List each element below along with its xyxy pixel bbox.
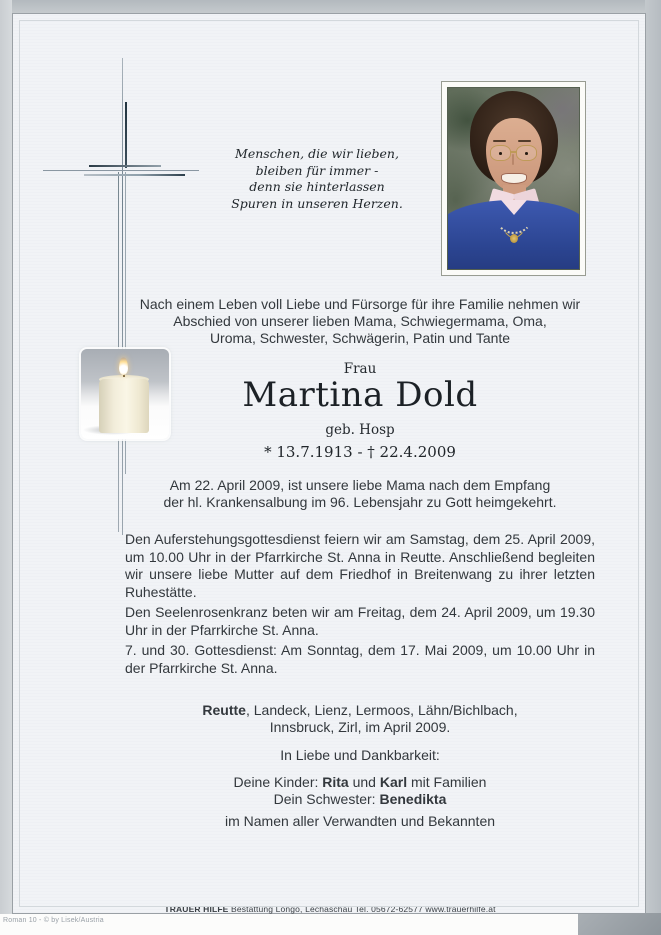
places-rest: , Landeck, Lienz, Lermoos, Lähn/Bichlbach, xyxy=(245,702,518,718)
cross-vertical-accent-line xyxy=(125,102,127,168)
death-line: der hl. Krankensalbung im 96. Lebensjahr zu Gott heimgekehrt. xyxy=(163,494,557,511)
child-name: Karl xyxy=(379,774,408,790)
deceased-name: Martina Dold xyxy=(242,375,478,415)
places-line: Innsbruck, Zirl, im April 2009. xyxy=(269,719,451,736)
children-suffix: mit Familien xyxy=(407,774,487,790)
gratitude-line: In Liebe und Dankbarkeit: xyxy=(280,747,440,763)
child-name: Rita xyxy=(322,774,349,790)
memorial-quote xyxy=(177,146,457,212)
scan-shadow-corner xyxy=(578,913,661,935)
places-line xyxy=(125,702,595,719)
scan-margin-left xyxy=(0,0,12,915)
funeral-home-footer xyxy=(13,904,647,914)
places-and-date xyxy=(125,702,595,736)
portrait-photo xyxy=(441,81,586,276)
funeral-paragraph: Den Auferstehungsgottesdienst feiern wir am Samstag, dem 25. April 2009, um 10.00 Uhr in der Pfarrkirche St. Anna in Reutte. Anschließend begleiten wir unsere liebe Mutter auf dem Friedhof in Breitenwang zu ihrer letzten Ruhestätte. xyxy=(125,531,595,600)
cross-horizontal-line xyxy=(84,174,185,176)
quote-line: Spuren in unseren Herzen. xyxy=(231,195,403,211)
cross-horizontal-line xyxy=(43,170,199,171)
children-mid: und xyxy=(348,774,380,790)
nose xyxy=(512,154,514,165)
sister-name: Benedikta xyxy=(379,791,447,807)
pendant xyxy=(510,234,518,243)
rosary-paragraph: Den Seelenrosenkranz beten wir am Freitag, dem 24. April 2009, um 19.30 Uhr in der Pfarrkirche St. Anna. xyxy=(125,604,595,638)
maiden-name: geb. Hosp xyxy=(325,422,395,438)
salutation: Frau xyxy=(343,361,377,377)
quote-line: bleiben für immer - xyxy=(255,162,379,178)
quote-line: Menschen, die wir lieben, xyxy=(235,146,399,161)
children-prefix: Deine Kinder: xyxy=(233,774,323,790)
memorial-card xyxy=(12,13,646,914)
sister-line xyxy=(125,791,595,808)
gold-chain xyxy=(500,192,528,238)
eye xyxy=(525,152,528,155)
memorial-service-paragraph: 7. und 30. Gottesdienst: Am Sonntag, dem 17. Mai 2009, um 10.00 Uhr in der Pfarrkirche St. Anna. xyxy=(125,642,595,676)
glasses-bridge xyxy=(510,151,517,153)
intro-line: Abschied von unserer lieben Mama, Schwiegermama, Oma, xyxy=(173,313,547,330)
portrait-photo-image xyxy=(447,87,580,270)
eyebrow xyxy=(518,140,531,142)
children-line xyxy=(125,774,595,791)
cross-vertical-line xyxy=(122,58,123,535)
eyebrow xyxy=(493,140,506,142)
death-paragraph xyxy=(125,477,595,511)
funeral-home-info: Bestattung Longo, Lechaschau Tel. 05672-62577 www.trauerhilfe.at xyxy=(228,904,496,914)
funeral-home-brand: TRAUER HILFE xyxy=(164,904,229,914)
sister-prefix: Dein Schwester: xyxy=(273,791,380,807)
quote-line: denn sie hinterlassen xyxy=(249,179,385,195)
intro-line: Nach einem Leben voll Liebe und Fürsorge für ihre Familie nehmen wir xyxy=(139,296,581,312)
scan-margin-right xyxy=(645,0,661,915)
cross-horizontal-accent-line xyxy=(89,165,161,167)
print-copyright-note: Roman 10 - © by Lisek/Austria xyxy=(3,917,104,924)
death-line: Am 22. April 2009, ist unsere liebe Mama nach dem Empfang xyxy=(169,477,551,493)
place-bold: Reutte xyxy=(202,702,246,718)
life-dates: * 13.7.1913 - † 22.4.2009 xyxy=(264,443,456,461)
intro-paragraph xyxy=(125,296,595,348)
scan-margin-top xyxy=(0,0,661,14)
eye xyxy=(499,152,502,155)
smile xyxy=(501,173,527,184)
intro-line: Uroma, Schwester, Schwägerin, Patin und Tante xyxy=(209,330,511,347)
on-behalf-line: im Namen aller Verwandten und Bekannten xyxy=(224,813,496,829)
